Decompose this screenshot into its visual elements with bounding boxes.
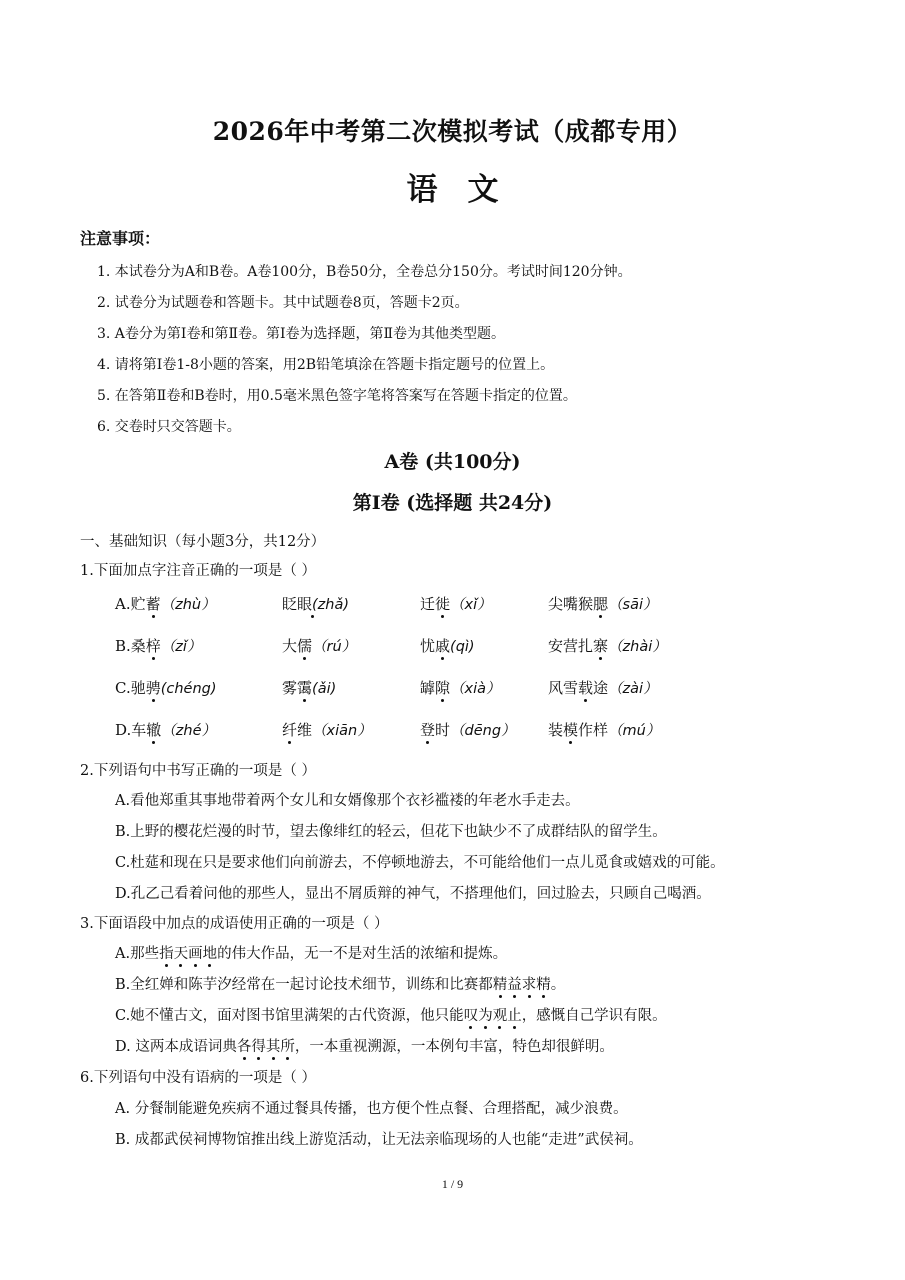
question-3-option-d xyxy=(115,1035,614,1056)
text: 维 xyxy=(297,721,313,739)
pinyin: （mú） xyxy=(608,723,661,739)
text: C.驰 xyxy=(115,679,146,697)
question-1-option-item xyxy=(420,635,475,656)
text: ，一本重视溯源，一本例句丰富，特色却很鲜明。 xyxy=(294,1039,614,1055)
text: 忧 xyxy=(420,637,436,655)
notice-item: 4. 请将第Ⅰ卷1-8小题的答案，用2B铅笔填涂在答题卡指定题号的位置上。 xyxy=(97,357,555,373)
question-6-stem: 6.下列语句中没有语病的一项是（ ） xyxy=(80,1070,316,1086)
question-3-stem: 3.下面语段中加点的成语使用正确的一项是（ ） xyxy=(80,916,389,932)
dotted-character: 益 xyxy=(507,977,522,993)
question-1-option-item xyxy=(282,593,349,614)
question-2-option-c: C.杜莚和现在只是要求他们向前游去，不停顿地游去，不可能给他们一点儿觅食或嬉戏的可能。 xyxy=(115,855,725,871)
dotted-character: 其 xyxy=(265,1039,281,1055)
dotted-character: 登 xyxy=(420,721,436,739)
question-2-stem: 2.下列语句中书写正确的一项是（ ） xyxy=(80,763,316,779)
dotted-character: 所 xyxy=(280,1039,295,1055)
question-2-option-b: B.上野的樱花烂漫的时节，望去像绯红的轻云，但花下也缺少不了成群结队的留学生。 xyxy=(115,824,667,840)
notice-item: 6. 交卷时只交答题卡。 xyxy=(97,419,241,435)
text: 途 xyxy=(593,679,609,697)
text: 尖嘴猴 xyxy=(548,595,594,613)
question-2-option-a: A.看他郑重其事地带着两个女儿和女婿像那个衣衫褴褛的年老水手走去。 xyxy=(115,793,580,809)
notice-item: 3. A卷分为第Ⅰ卷和第Ⅱ卷。第Ⅰ卷为选择题，第Ⅱ卷为其他类型题。 xyxy=(97,326,506,342)
question-1-stem: 1.下面加点字注音正确的一项是（ ） xyxy=(80,563,316,579)
pinyin: （dēng） xyxy=(450,723,516,739)
dotted-character: 画 xyxy=(188,946,203,962)
text: 安营扎 xyxy=(548,637,594,655)
pinyin: （zhù） xyxy=(160,597,216,613)
text: 装 xyxy=(548,721,564,739)
notice-item: 5. 在答第Ⅱ卷和B卷时，用0.5毫米黑色签字笔将答案写在答题卡指定的位置。 xyxy=(97,388,577,404)
dotted-character: 模 xyxy=(563,721,579,739)
subject-title: 语文 xyxy=(406,172,529,208)
dotted-character: 各 xyxy=(236,1039,252,1055)
text: 雾 xyxy=(282,679,298,697)
dotted-character: 隙 xyxy=(435,679,451,697)
notice-item: 1. 本试卷分为A和B卷。A卷100分，B卷50分，全卷总分150分。考试时间120分钟。 xyxy=(97,264,632,280)
dotted-character: 纤 xyxy=(282,721,298,739)
pinyin: （zhé） xyxy=(161,723,217,739)
dotted-character: 观 xyxy=(492,1008,508,1024)
question-3-option-b xyxy=(115,973,565,994)
question-1-option-item xyxy=(548,635,667,656)
dotted-character: 地 xyxy=(202,946,218,962)
dotted-idiom xyxy=(464,1008,522,1024)
dotted-character: 叹 xyxy=(463,1008,479,1024)
pinyin: （zǐ） xyxy=(160,639,202,655)
text: D. 这两本成语词典 xyxy=(115,1039,237,1055)
question-1-option-item xyxy=(282,719,372,740)
text: B.全红婵和陈芋汐经常在一起讨论技术细节，训练和比赛都 xyxy=(115,977,493,993)
question-6-option-b: B. 成都武侯祠博物馆推出线上游览活动，让无法亲临现场的人也能“走进”武侯祠。 xyxy=(115,1132,643,1148)
question-2-option-d: D.孔乙己看着问他的那些人，显出不屑质辩的神气，不搭理他们，回过脸去，只顾自己喝酒。 xyxy=(115,886,711,902)
text: 的伟大作品，无一不是对生活的浓缩和提炼。 xyxy=(217,946,508,962)
dotted-idiom xyxy=(493,977,551,993)
text: 眨眼 xyxy=(282,595,313,613)
question-1-option-item xyxy=(548,719,660,740)
question-1-option-item xyxy=(115,719,216,740)
text: B.桑 xyxy=(115,637,146,655)
dotted-idiom xyxy=(159,946,217,962)
text: 风雪 xyxy=(548,679,579,697)
dotted-character: 指 xyxy=(159,946,174,962)
text: 大 xyxy=(282,637,298,655)
exam-title: 2026年中考第二次模拟考试（成都专用） xyxy=(212,117,693,146)
text: ，感慨自己学识有限。 xyxy=(521,1008,667,1024)
text: 时 xyxy=(435,721,451,739)
pinyin: (zhǎ) xyxy=(312,597,350,613)
dotted-character: 天 xyxy=(173,946,189,962)
question-1-option-item xyxy=(282,677,336,698)
pinyin: （rú） xyxy=(312,639,357,655)
question-3-option-a xyxy=(115,942,507,963)
dotted-character: 徙 xyxy=(435,595,451,613)
dotted-character: 骋 xyxy=(145,679,161,697)
dotted-character: 蓄 xyxy=(145,595,161,613)
pinyin: （sāi） xyxy=(608,597,658,613)
dotted-character: 梓 xyxy=(145,637,161,655)
part-one-title: 第Ⅰ卷 (选择题 共24分) xyxy=(352,492,553,514)
dotted-character: 得 xyxy=(251,1039,266,1055)
dotted-character: 辙 xyxy=(146,721,162,739)
question-1-option-item xyxy=(282,635,356,656)
question-1-option-item xyxy=(115,677,217,698)
text: A.贮 xyxy=(115,595,146,613)
notice-item: 2. 试卷分为试题卷和答题卡。其中试题卷8页，答题卡2页。 xyxy=(97,295,469,311)
question-1-option-item xyxy=(420,593,492,614)
question-1-option-item xyxy=(115,635,201,656)
text: C.她不懂古文，面对图书馆里满架的古代资源，他只能 xyxy=(115,1008,464,1024)
pinyin: (qì) xyxy=(450,639,475,655)
question-6-option-a: A. 分餐制能避免疾病不通过餐具传播，也方便个性点餐、合理搭配，减少浪费。 xyxy=(115,1101,628,1117)
question-1-option-item xyxy=(548,593,658,614)
dotted-character: 止 xyxy=(507,1008,522,1024)
pinyin: (chéng) xyxy=(160,681,217,697)
dotted-character: 为 xyxy=(478,1008,493,1024)
dotted-character: 戚 xyxy=(435,637,451,655)
question-1-option-item xyxy=(115,593,216,614)
pinyin: (ǎi) xyxy=(312,681,337,697)
section-a-title: A卷 (共100分) xyxy=(384,451,521,473)
text: 罅 xyxy=(420,679,436,697)
dotted-character: 寨 xyxy=(593,637,609,655)
pinyin: （xià） xyxy=(450,681,501,697)
dotted-character: 儒 xyxy=(297,637,313,655)
notice-heading: 注意事项： xyxy=(80,229,161,248)
dotted-idiom xyxy=(237,1039,295,1055)
text: 迁 xyxy=(420,595,436,613)
dotted-character: 腮 xyxy=(593,595,609,613)
pinyin: （zhài） xyxy=(608,639,667,655)
pinyin: （xǐ） xyxy=(450,597,492,613)
question-1-option-item xyxy=(548,677,658,698)
page-number: 1 / 9 xyxy=(441,1177,464,1191)
question-1-option-item xyxy=(420,719,516,740)
dotted-character: 精 xyxy=(492,977,508,993)
text: 作样 xyxy=(578,721,609,739)
question-3-option-c xyxy=(115,1004,667,1025)
text: 。 xyxy=(550,977,566,993)
text: D.车 xyxy=(115,721,147,739)
part-heading: 一、基础知识（每小题3分，共12分） xyxy=(80,534,326,550)
dotted-character: 精 xyxy=(536,977,551,993)
pinyin: （zài） xyxy=(608,681,658,697)
dotted-character: 载 xyxy=(578,679,594,697)
dotted-character: 求 xyxy=(521,977,537,993)
dotted-character: 霭 xyxy=(297,679,313,697)
pinyin: （xiān） xyxy=(312,723,372,739)
question-1-option-item xyxy=(420,677,501,698)
text: A.那些 xyxy=(115,946,160,962)
